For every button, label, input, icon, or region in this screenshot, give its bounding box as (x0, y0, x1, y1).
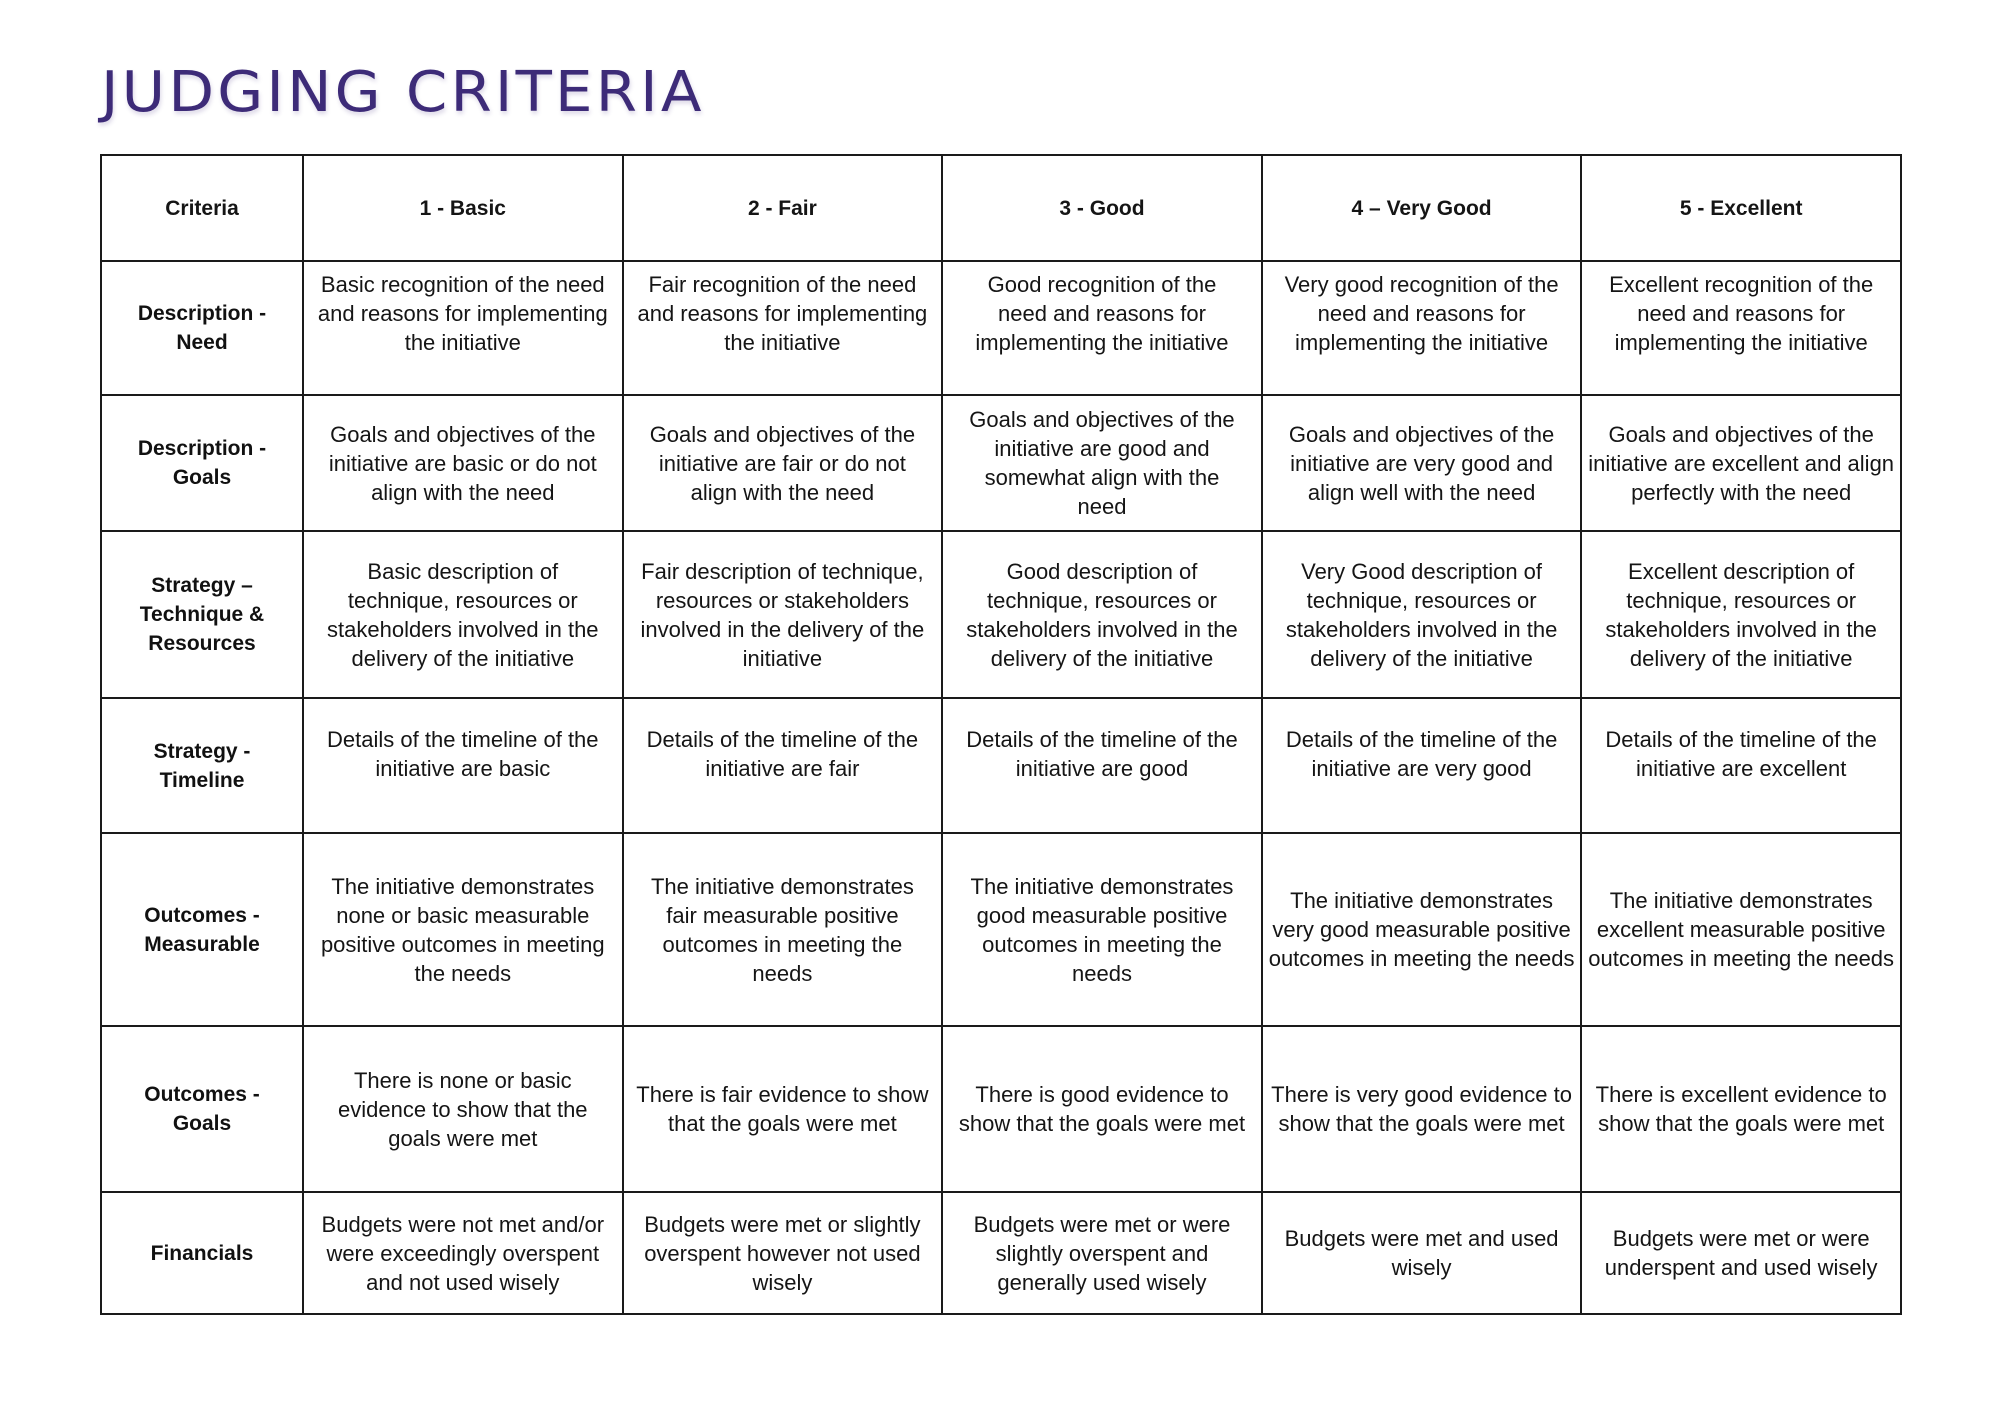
cell-basic: Basic recognition of the need and reasons for implementing the initiative (303, 261, 623, 395)
header-level-1-basic: 1 - Basic (303, 155, 623, 261)
cell-basic: Budgets were not met and/or were exceedingly overspent and not used wisely (303, 1192, 623, 1314)
cell-basic: Details of the timeline of the initiative are basic (303, 698, 623, 833)
cell-good: Budgets were met or were slightly overspent and generally used wisely (942, 1192, 1262, 1314)
header-level-5-excellent: 5 - Excellent (1581, 155, 1901, 261)
page-title: JUDGING CRITERIA (101, 60, 705, 125)
row-label: Description - Need (101, 261, 303, 395)
cell-basic: The initiative demonstrates none or basic measurable positive outcomes in meeting the needs (303, 833, 623, 1026)
cell-good: Details of the timeline of the initiative are good (942, 698, 1262, 833)
row-outcomes-goals (101, 1026, 1901, 1192)
cell-very-good: Very Good description of technique, resources or stakeholders involved in the delivery of the initiative (1262, 531, 1582, 698)
cell-good: Goals and objectives of the initiative are good and somewhat align with the need (942, 395, 1262, 531)
row-description-need (101, 261, 1901, 395)
header-level-4-very-good: 4 – Very Good (1262, 155, 1582, 261)
header-level-2-fair: 2 - Fair (623, 155, 943, 261)
cell-fair: Goals and objectives of the initiative are fair or do not align with the need (623, 395, 943, 531)
cell-excellent: The initiative demonstrates excellent measurable positive outcomes in meeting the needs (1581, 833, 1901, 1026)
cell-very-good: Goals and objectives of the initiative are very good and align well with the need (1262, 395, 1582, 531)
cell-fair: Budgets were met or slightly overspent however not used wisely (623, 1192, 943, 1314)
header-row (101, 155, 1901, 261)
cell-basic: There is none or basic evidence to show that the goals were met (303, 1026, 623, 1192)
cell-excellent: Excellent description of technique, resources or stakeholders involved in the delivery of the initiative (1581, 531, 1901, 698)
cell-very-good: Very good recognition of the need and reasons for implementing the initiative (1262, 261, 1582, 395)
row-label: Strategy - Timeline (101, 698, 303, 833)
row-outcomes-measurable (101, 833, 1901, 1026)
row-strategy-timeline (101, 698, 1901, 833)
cell-good: The initiative demonstrates good measurable positive outcomes in meeting the needs (942, 833, 1262, 1026)
row-financials (101, 1192, 1901, 1314)
cell-excellent: Details of the timeline of the initiative are excellent (1581, 698, 1901, 833)
row-label: Financials (101, 1192, 303, 1314)
cell-excellent: Goals and objectives of the initiative are excellent and align perfectly with the need (1581, 395, 1901, 531)
cell-fair: There is fair evidence to show that the goals were met (623, 1026, 943, 1192)
cell-very-good: The initiative demonstrates very good measurable positive outcomes in meeting the needs (1262, 833, 1582, 1026)
row-description-goals (101, 395, 1901, 531)
cell-basic: Goals and objectives of the initiative are basic or do not align with the need (303, 395, 623, 531)
cell-fair: Details of the timeline of the initiative are fair (623, 698, 943, 833)
cell-good: Good description of technique, resources or stakeholders involved in the delivery of the initiative (942, 531, 1262, 698)
cell-good: There is good evidence to show that the goals were met (942, 1026, 1262, 1192)
cell-fair: Fair description of technique, resources or stakeholders involved in the delivery of the initiative (623, 531, 943, 698)
row-label: Description - Goals (101, 395, 303, 531)
cell-excellent: There is excellent evidence to show that the goals were met (1581, 1026, 1901, 1192)
cell-fair: Fair recognition of the need and reasons for implementing the initiative (623, 261, 943, 395)
row-label: Strategy – Technique & Resources (101, 531, 303, 698)
cell-very-good: Details of the timeline of the initiative are very good (1262, 698, 1582, 833)
judging-criteria-table (100, 154, 1902, 1315)
row-label: Outcomes - Goals (101, 1026, 303, 1192)
header-criteria: Criteria (101, 155, 303, 261)
row-label: Outcomes - Measurable (101, 833, 303, 1026)
row-strategy-technique-resources (101, 531, 1901, 698)
cell-fair: The initiative demonstrates fair measurable positive outcomes in meeting the needs (623, 833, 943, 1026)
cell-excellent: Excellent recognition of the need and reasons for implementing the initiative (1581, 261, 1901, 395)
cell-very-good: There is very good evidence to show that the goals were met (1262, 1026, 1582, 1192)
cell-good: Good recognition of the need and reasons for implementing the initiative (942, 261, 1262, 395)
cell-very-good: Budgets were met and used wisely (1262, 1192, 1582, 1314)
cell-excellent: Budgets were met or were underspent and used wisely (1581, 1192, 1901, 1314)
cell-basic: Basic description of technique, resources or stakeholders involved in the delivery of the initiative (303, 531, 623, 698)
header-level-3-good: 3 - Good (942, 155, 1262, 261)
